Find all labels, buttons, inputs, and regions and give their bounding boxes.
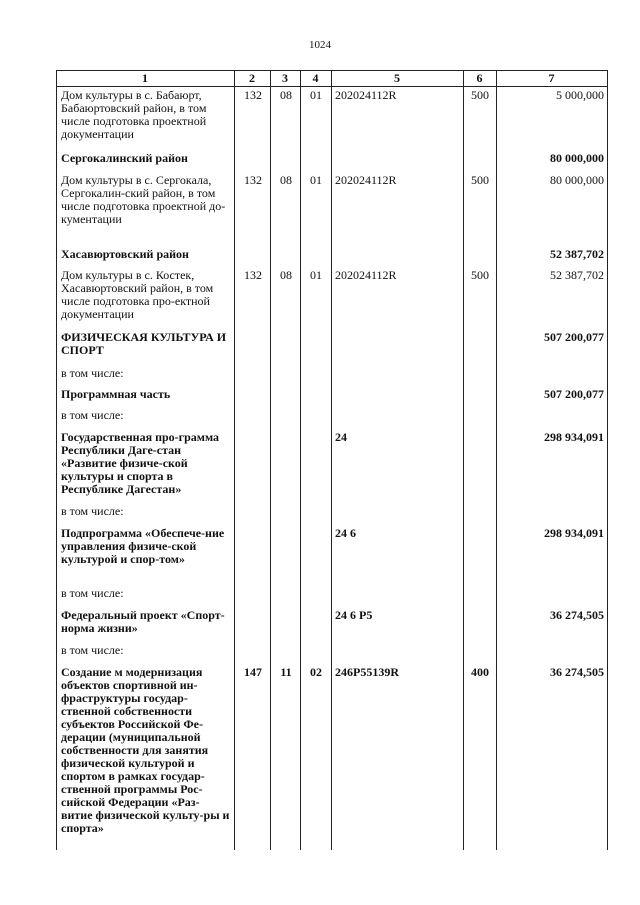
table-cell-col7: 52 387,702 bbox=[550, 247, 604, 261]
table-cell-col5: 246P55139R bbox=[335, 665, 399, 679]
table-cell-col4: 01 bbox=[310, 268, 322, 282]
header-col-3: 3 bbox=[282, 71, 288, 85]
table-cell-col7: 80 000,000 bbox=[550, 173, 604, 187]
table-top-border bbox=[56, 70, 608, 71]
table-row-description: Дом культуры в с. Бабаюрт, Бабаюртовский район, в том числе подготовка проектной документации bbox=[61, 88, 207, 141]
table-row-description: Сергокалинский район bbox=[61, 151, 188, 165]
table-cell-col3: 08 bbox=[280, 173, 292, 187]
col-border-1 bbox=[234, 70, 235, 850]
table-cell-col3: 11 bbox=[280, 665, 292, 679]
table-cell-col2: 132 bbox=[244, 173, 262, 187]
table-cell-col5: 202024112R bbox=[335, 173, 397, 187]
table-row-description: Федеральный проект «Спорт-норма жизни» bbox=[61, 608, 225, 635]
col-border-left bbox=[56, 70, 57, 850]
col-border-6 bbox=[496, 70, 497, 850]
table-row-description: Дом культуры в с. Сергокала, Сергокалин-ский район, в том числе подготовка проектной до-кументации bbox=[61, 173, 226, 226]
table-cell-col7: 80 000,000 bbox=[550, 151, 604, 165]
table-row-description: в том числе: bbox=[61, 408, 124, 422]
header-col-1: 1 bbox=[142, 71, 148, 85]
header-col-7: 7 bbox=[548, 71, 555, 85]
table-cell-col6: 500 bbox=[471, 268, 489, 282]
table-cell-col2: 132 bbox=[244, 268, 262, 282]
col-border-right bbox=[607, 70, 608, 850]
table-row-description: Подпрограмма «Обеспече-ние управления физиче-ской культурой и спор-том» bbox=[61, 526, 225, 566]
table-cell-col7: 298 934,091 bbox=[544, 526, 604, 540]
table-cell-col7: 507 200,077 bbox=[544, 387, 604, 401]
table-cell-col7: 5 000,000 bbox=[556, 88, 604, 102]
table-cell-col4: 02 bbox=[310, 665, 322, 679]
table-cell-col6: 400 bbox=[471, 665, 489, 679]
table-cell-col7: 52 387,702 bbox=[550, 268, 604, 282]
table-row-description: в том числе: bbox=[61, 366, 124, 380]
table-cell-col5: 24 bbox=[335, 430, 347, 444]
table-cell-col4: 01 bbox=[310, 173, 322, 187]
header-col-5: 5 bbox=[394, 71, 400, 85]
table-cell-col5: 202024112R bbox=[335, 88, 397, 102]
col-border-5 bbox=[463, 70, 464, 850]
table-cell-col7: 298 934,091 bbox=[544, 430, 604, 444]
table-cell-col7: 507 200,077 bbox=[544, 330, 604, 344]
header-bottom-border bbox=[56, 86, 608, 87]
table-cell-col6: 500 bbox=[471, 88, 489, 102]
table-cell-col4: 01 bbox=[310, 88, 322, 102]
header-col-2: 2 bbox=[249, 71, 255, 85]
table-cell-col7: 36 274,505 bbox=[550, 608, 604, 622]
table-row-description: Хасавюртовский район bbox=[61, 247, 189, 261]
col-border-2 bbox=[270, 70, 271, 850]
page-number: 1024 bbox=[309, 39, 331, 51]
col-border-4 bbox=[331, 70, 332, 850]
table-cell-col7: 36 274,505 bbox=[550, 665, 604, 679]
table-row-description: Создание м модернизация объектов спортивной ин-фраструктуры государ-ственной собственности субъектов Российской Фе-дерации (муниципальной собственности для занятия физической культурой и спортом в рамках государ-ственной программы Рос-сийской Федерации «Раз-витие физической культу-ры и спорта» bbox=[61, 665, 230, 835]
table-row-description: ФИЗИЧЕСКАЯ КУЛЬТУРА И СПОРТ bbox=[61, 330, 227, 357]
table-row-description: Дом культуры в с. Костек, Хасавюртовский район, в том числе подготовка про-ектной документации bbox=[61, 268, 214, 321]
table-row-description: Программная часть bbox=[61, 387, 171, 401]
table-row-description: в том числе: bbox=[61, 643, 124, 657]
table-row-description: в том числе: bbox=[61, 504, 124, 518]
col-border-3 bbox=[300, 70, 301, 850]
table-cell-col5: 202024112R bbox=[335, 268, 397, 282]
table-cell-col6: 500 bbox=[471, 173, 489, 187]
table-cell-col2: 132 bbox=[244, 88, 262, 102]
table-row-description: в том числе: bbox=[61, 586, 124, 600]
header-col-4: 4 bbox=[312, 71, 319, 85]
header-col-6: 6 bbox=[476, 71, 483, 85]
table-cell-col2: 147 bbox=[244, 665, 262, 679]
table-cell-col3: 08 bbox=[280, 88, 292, 102]
table-cell-col5: 24 6 bbox=[335, 526, 356, 540]
table-cell-col5: 24 6 P5 bbox=[335, 608, 373, 622]
table-row-description: Государственная про-грамма Республики Даге-стан «Развитие физиче-ской культуры и спорта в Республике Дагестан» bbox=[61, 430, 220, 496]
table-cell-col3: 08 bbox=[280, 268, 292, 282]
